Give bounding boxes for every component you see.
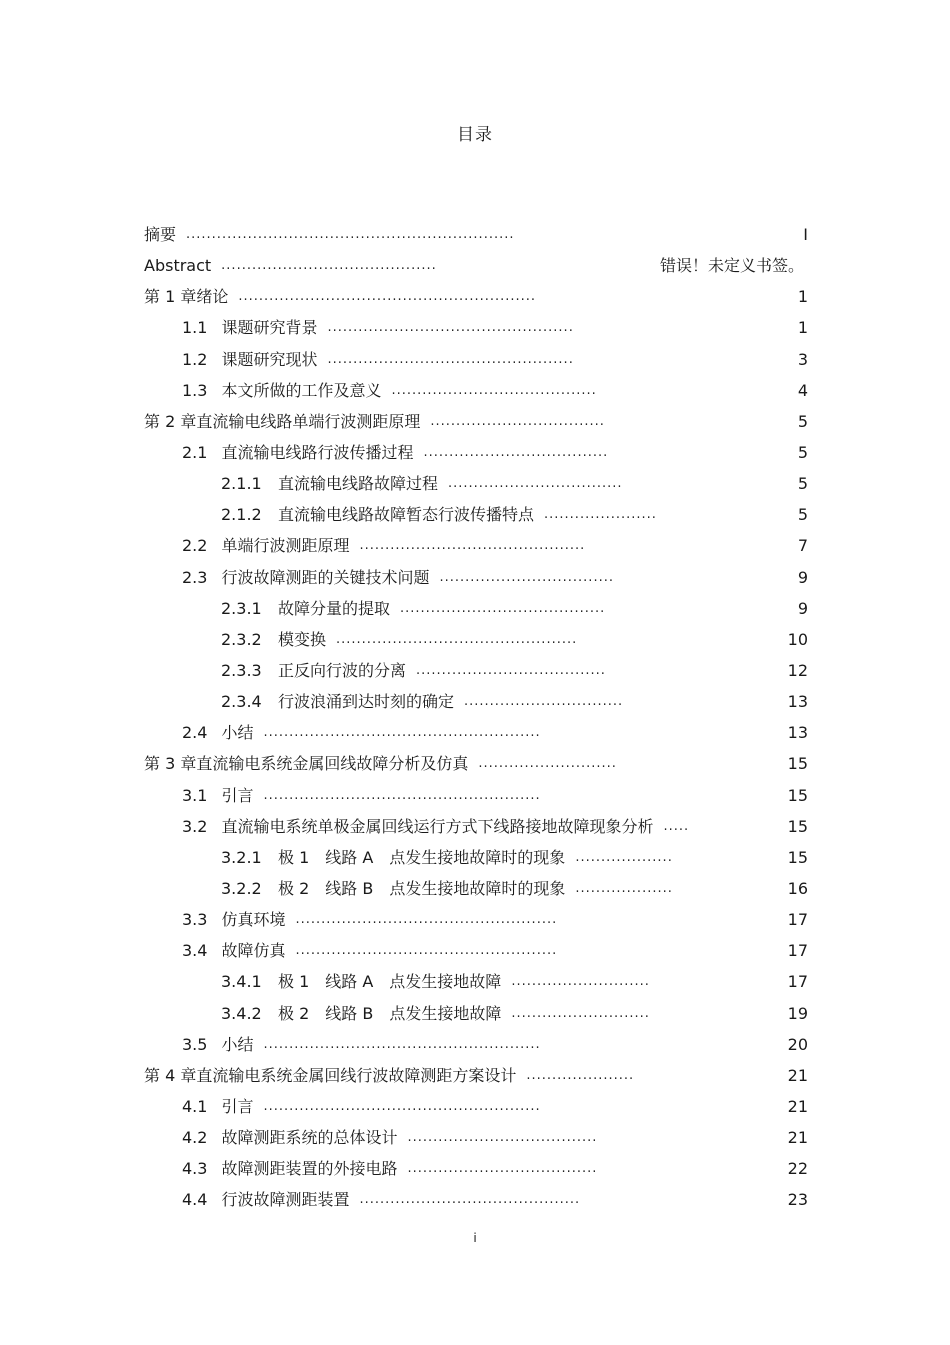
toc-entry-number: 3.3	[182, 910, 208, 930]
toc-page-number: 15	[787, 754, 808, 774]
toc-entry-number: 4.3	[182, 1159, 208, 1179]
toc-chapter-entry[interactable]	[144, 250, 808, 281]
toc-subsection-entry[interactable]	[144, 655, 808, 686]
toc-section-entry[interactable]	[144, 1029, 808, 1060]
toc-entry-title: 故障仿真	[221, 941, 286, 961]
toc-leader-dots: ...........................	[511, 1005, 650, 1021]
toc-page-number: 15	[787, 847, 808, 867]
toc-entry-number: 2.1.1	[221, 474, 262, 494]
toc-leader-dots: ...................................................	[295, 912, 558, 928]
toc-page-number: 5	[797, 442, 808, 462]
toc-section-entry[interactable]	[144, 375, 808, 406]
toc-entry-number: 2.3.4	[221, 692, 262, 712]
toc-chapter-entry[interactable]	[144, 1060, 808, 1091]
table-of-contents	[144, 219, 808, 1216]
toc-section-entry[interactable]	[144, 437, 808, 468]
toc-section-entry[interactable]	[144, 811, 808, 842]
toc-leader-dots: ............................................	[359, 538, 586, 554]
toc-entry-title: 引言	[221, 1096, 254, 1116]
toc-page-number: 12	[787, 660, 808, 680]
toc-chapter-entry[interactable]	[144, 406, 808, 437]
toc-leader-dots: ......................................................	[263, 1098, 541, 1114]
toc-entry-number: 2.3.3	[221, 660, 262, 680]
toc-page-number: 13	[787, 692, 808, 712]
toc-page-number: 17	[787, 910, 808, 930]
toc-entry-title: 行波故障测距装置	[221, 1190, 350, 1210]
toc-leader-dots: ..................................	[439, 569, 614, 585]
toc-page-number: 13	[787, 723, 808, 743]
toc-leader-dots: ......................................................	[263, 1036, 541, 1052]
toc-leader-dots: ...........................................	[359, 1192, 581, 1208]
toc-leader-dots: ................................................	[327, 320, 574, 336]
toc-entry-number: 1.3	[182, 380, 208, 400]
toc-leader-dots: ..................................	[448, 476, 623, 492]
toc-leader-dots: ..................................	[430, 413, 605, 429]
toc-page-number: 17	[787, 972, 808, 992]
toc-page-number: 15	[787, 816, 808, 836]
toc-subsection-entry[interactable]	[144, 966, 808, 997]
toc-entry-number: 3.5	[182, 1034, 208, 1054]
toc-entry-number: 2.4	[182, 723, 208, 743]
toc-entry-title: 第 4 章直流输电系统金属回线行波故障测距方案设计	[144, 1065, 517, 1085]
toc-entry-number: 2.3.1	[221, 598, 262, 618]
toc-subsection-entry[interactable]	[144, 998, 808, 1029]
toc-section-entry[interactable]	[144, 1184, 808, 1215]
toc-entry-title: 故障分量的提取	[278, 598, 391, 618]
toc-entry-title: 正反向行波的分离	[278, 660, 407, 680]
toc-entry-title: 故障测距系统的总体设计	[221, 1128, 398, 1148]
toc-entry-number: 2.3	[182, 567, 208, 587]
toc-section-entry[interactable]	[144, 1091, 808, 1122]
toc-page-number: 5	[797, 505, 808, 525]
toc-leader-dots: ...........................	[478, 756, 617, 772]
toc-page-number: 17	[787, 941, 808, 961]
toc-entry-title: 直流输电线路故障过程	[278, 474, 439, 494]
toc-entry-title: 单端行波测距原理	[221, 536, 350, 556]
toc-page-number: 20	[787, 1034, 808, 1054]
toc-entry-number: 3.4	[182, 941, 208, 961]
toc-subsection-entry[interactable]	[144, 593, 808, 624]
toc-entry-number: 4.1	[182, 1096, 208, 1116]
toc-entry-number: 3.2	[182, 816, 208, 836]
toc-page-number: 15	[787, 785, 808, 805]
toc-entry-title: 本文所做的工作及意义	[221, 380, 382, 400]
toc-section-entry[interactable]	[144, 717, 808, 748]
toc-entry-number: 2.1.2	[221, 505, 262, 525]
toc-leader-dots: ...............................................	[336, 631, 578, 647]
toc-entry-number: 1.1	[182, 318, 208, 338]
toc-page-number: 9	[797, 598, 808, 618]
toc-leader-dots: ........................................	[400, 600, 606, 616]
toc-section-entry[interactable]	[144, 344, 808, 375]
toc-entry-title: 摘要	[144, 225, 177, 244]
toc-entry-number: 3.4.2	[221, 1003, 262, 1023]
toc-entry-title: 直流输电线路故障暂态行波传播特点	[278, 505, 535, 525]
toc-section-entry[interactable]	[144, 312, 808, 343]
toc-page-number: 5	[797, 474, 808, 494]
toc-entry-number: 3.1	[182, 785, 208, 805]
toc-entry-title: 小结	[221, 1034, 254, 1054]
toc-leader-dots: ....................................	[423, 444, 609, 460]
toc-entry-title: 极 2 线路 B 点发生接地故障	[278, 1003, 502, 1023]
toc-section-entry[interactable]	[144, 530, 808, 561]
toc-entry-title: 直流输电系统单极金属回线运行方式下线路接地故障现象分析	[221, 816, 654, 836]
toc-page-number: 19	[787, 1003, 808, 1023]
toc-entry-number: 2.1	[182, 442, 208, 462]
toc-leader-dots: ......................................................	[263, 787, 541, 803]
toc-section-entry[interactable]	[144, 562, 808, 593]
toc-entry-number: 4.4	[182, 1190, 208, 1210]
toc-leader-dots: ......................	[544, 507, 657, 523]
toc-page-number: 3	[797, 349, 808, 369]
toc-leader-dots: ........................................	[391, 382, 597, 398]
toc-page-number: 9	[797, 567, 808, 587]
toc-page-number: 23	[787, 1190, 808, 1210]
toc-entry-title: 直流输电线路行波传播过程	[221, 442, 414, 462]
toc-page-number: 21	[787, 1128, 808, 1148]
toc-page-number: 4	[797, 380, 808, 400]
toc-subsection-entry[interactable]	[144, 624, 808, 655]
toc-leader-dots: ..........................................................	[238, 289, 537, 305]
toc-chapter-entry[interactable]	[144, 219, 808, 250]
toc-page-number: 16	[787, 878, 808, 898]
toc-entry-title: 仿真环境	[221, 910, 286, 930]
toc-page-number: 1	[797, 318, 808, 338]
toc-entry-title: 引言	[221, 785, 254, 805]
toc-leader-dots: .....................	[526, 1067, 635, 1083]
toc-leader-dots: ...............................	[464, 694, 624, 710]
toc-leader-dots: .....................................	[416, 662, 606, 678]
toc-entry-title: 课题研究现状	[221, 349, 318, 369]
toc-page-number: 错误！未定义书签。	[659, 256, 804, 276]
toc-entry-number: 3.4.1	[221, 972, 262, 992]
toc-entry-number: 2.2	[182, 536, 208, 556]
toc-chapter-entry[interactable]	[144, 281, 808, 312]
toc-section-entry[interactable]	[144, 935, 808, 966]
toc-entry-title: Abstract	[144, 256, 212, 276]
toc-subsection-entry[interactable]	[144, 499, 808, 530]
toc-entry-title: 第 3 章直流输电系统金属回线故障分析及仿真	[144, 754, 469, 774]
toc-subsection-entry[interactable]	[144, 686, 808, 717]
toc-entry-number: 4.2	[182, 1128, 208, 1148]
toc-page-number: 5	[797, 411, 808, 431]
toc-page-number: 10	[787, 629, 808, 649]
toc-subsection-entry[interactable]	[144, 842, 808, 873]
toc-page-number: 1	[797, 287, 808, 307]
toc-entry-title: 极 1 线路 A 点发生接地故障	[278, 972, 502, 992]
page-number-footer: i	[473, 1231, 477, 1245]
toc-leader-dots: .....................................	[407, 1161, 598, 1177]
toc-entry-title: 模变换	[278, 629, 327, 649]
toc-entry-title: 故障测距装置的外接电路	[221, 1159, 398, 1179]
toc-entry-number: 3.2.1	[221, 847, 262, 867]
toc-page-number: 22	[787, 1159, 808, 1179]
toc-subsection-entry[interactable]	[144, 468, 808, 499]
toc-section-entry[interactable]	[144, 780, 808, 811]
toc-page-number: I	[803, 225, 808, 244]
toc-entry-title: 极 1 线路 A 点发生接地故障时的现象	[278, 847, 566, 867]
toc-leader-dots: ......................................................	[263, 725, 541, 741]
toc-leader-dots: ................................................................	[186, 227, 515, 242]
toc-leader-dots: ................................................	[327, 351, 574, 367]
toc-entry-title: 行波故障测距的关键技术问题	[221, 567, 430, 587]
toc-page-number: 21	[787, 1065, 808, 1085]
toc-leader-dots: ...................	[575, 849, 673, 865]
toc-entry-title: 第 1 章绪论	[144, 287, 229, 307]
toc-entry-title: 行波浪涌到达时刻的确定	[278, 692, 455, 712]
toc-leader-dots: .....................................	[407, 1130, 598, 1146]
toc-entry-number: 3.2.2	[221, 878, 262, 898]
toc-page-number: 7	[797, 536, 808, 556]
toc-entry-number: 1.2	[182, 349, 208, 369]
toc-entry-title: 小结	[221, 723, 254, 743]
toc-leader-dots: ...................	[575, 880, 673, 896]
toc-entry-title: 第 2 章直流输电线路单端行波测距原理	[144, 411, 421, 431]
toc-entry-title: 课题研究背景	[221, 318, 318, 338]
toc-section-entry[interactable]	[144, 1153, 808, 1184]
toc-chapter-entry[interactable]	[144, 748, 808, 779]
toc-section-entry[interactable]	[144, 904, 808, 935]
toc-entry-number: 2.3.2	[221, 629, 262, 649]
toc-subsection-entry[interactable]	[144, 873, 808, 904]
toc-leader-dots: ...........................	[511, 974, 650, 990]
toc-leader-dots: ..........................................	[221, 258, 437, 274]
toc-leader-dots: ...................................................	[295, 943, 558, 959]
toc-title: 目录	[457, 125, 493, 145]
toc-leader-dots: .....	[663, 818, 690, 834]
toc-entry-title: 极 2 线路 B 点发生接地故障时的现象	[278, 878, 566, 898]
toc-page-number: 21	[787, 1096, 808, 1116]
toc-section-entry[interactable]	[144, 1122, 808, 1153]
